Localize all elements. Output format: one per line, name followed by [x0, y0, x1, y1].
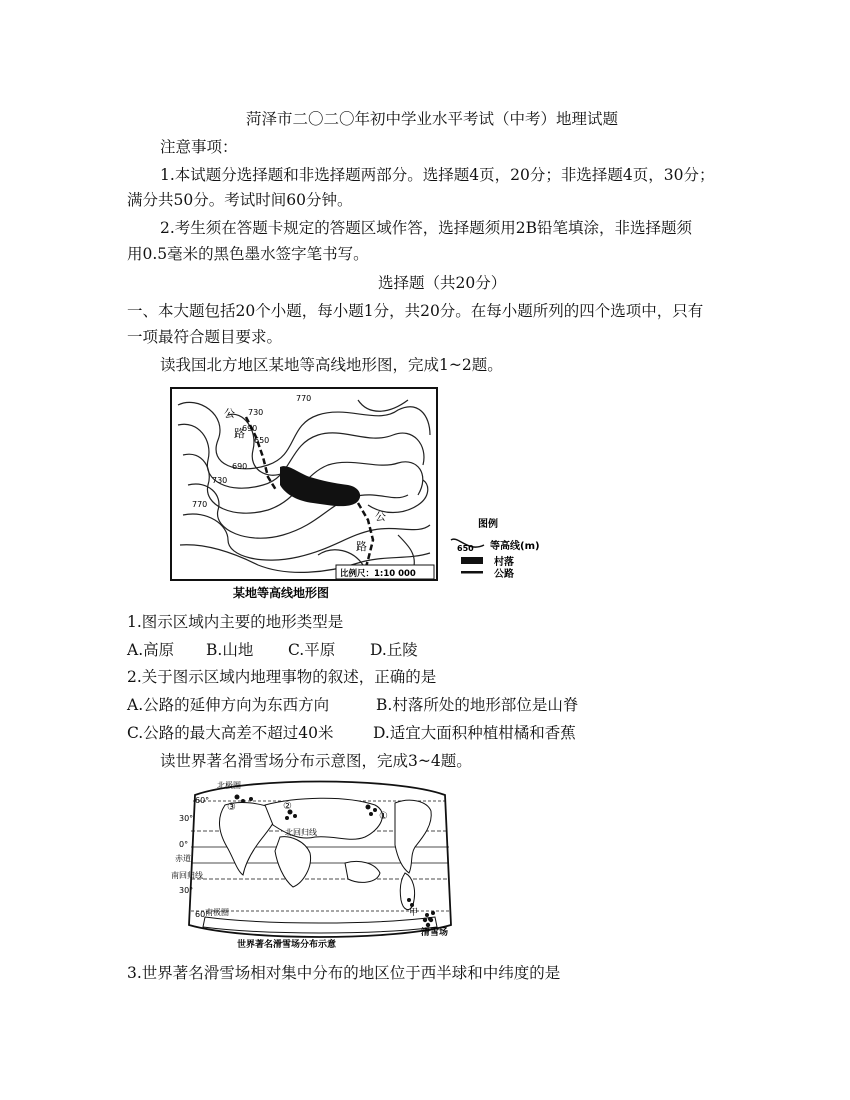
lat-label-antarctic: 南极圈 — [205, 908, 229, 917]
world-map-svg — [165, 775, 475, 950]
contour-label-690-top: 690 — [242, 424, 258, 433]
road-label-char-4: 路 — [356, 540, 367, 553]
note-1-line-2: 满分共50分。考试时间60分钟。 — [127, 191, 353, 209]
lat-label-tropic-capricorn: 南回归线 — [171, 871, 203, 880]
contour-map-intro: 读我国北方地区某地等高线地形图，完成1~2题。 — [160, 356, 503, 374]
question-1-option-c: C.平原 — [288, 641, 336, 659]
degree-label-60s: 60° — [195, 910, 210, 919]
question-1-option-a: A.高原 — [127, 641, 175, 659]
road-label-char-1: 公 — [224, 407, 235, 420]
road-label-char-2: 路 — [234, 427, 245, 440]
notice-heading: 注意事项： — [160, 138, 238, 156]
page-title: 菏泽市二〇二〇年初中学业水平考试（中考）地理试题 — [246, 110, 619, 128]
contour-map-svg — [168, 385, 568, 605]
question-2-stem: 2.关于图示区域内地理事物的叙述，正确的是 — [127, 668, 437, 686]
note-1-line-1: 1.本试题分选择题和非选择题两部分。选择题4页，20分；非选择题4页，30分； — [160, 166, 715, 184]
lat-label-tropic-cancer: 北回归线 — [285, 828, 317, 837]
question-1-stem: 1.图示区域内主要的地形类型是 — [127, 613, 344, 631]
contour-label-770-left: 770 — [192, 500, 208, 509]
degree-label-0: 0° — [179, 840, 189, 849]
ski-resort-legend-text: 滑雪场 — [421, 928, 449, 938]
marker-2: ② — [283, 801, 292, 812]
degree-label-60n: 60° — [195, 796, 210, 805]
section-instruction-1: 一、本大题包括20个小题，每小题1分，共20分。在每小题所列的四个选项中，只有 — [127, 302, 704, 320]
question-2-option-a: A.公路的延伸方向为东西方向 — [127, 696, 330, 714]
contour-map-caption: 某地等高线地形图 — [233, 586, 330, 600]
question-2-option-c: C.公路的最大高差不超过40米 — [127, 724, 334, 742]
marker-1: ① — [379, 811, 388, 822]
legend-road-text: 公路 — [494, 569, 514, 580]
degree-label-30n: 30° — [179, 814, 194, 823]
marker-3: ③ — [227, 802, 236, 813]
section-title: 选择题（共20分） — [378, 274, 507, 292]
question-3-stem: 3.世界著名滑雪场相对集中分布的地区位于西半球和中纬度的是 — [127, 964, 561, 982]
note-2-line-1: 2.考生须在答题卡规定的答题区域作答，选择题须用2B铅笔填涂，非选择题须 — [160, 219, 693, 237]
question-2-option-d: D.适宜大面积种植柑橘和香蕉 — [373, 724, 576, 742]
contour-label-690-left: 690 — [232, 462, 248, 471]
lat-label-arctic: 北极圈 — [217, 781, 241, 790]
legend-road-icon — [461, 571, 483, 574]
contour-label-650: 650 — [254, 436, 270, 445]
legend-contour-value: 650 — [457, 544, 474, 553]
question-1-option-b: B.山地 — [206, 641, 254, 659]
world-map-intro: 读世界著名滑雪场分布示意图，完成3~4题。 — [160, 752, 472, 770]
note-2-line-2: 用0.5毫米的黑色墨水签字笔书写。 — [127, 245, 369, 263]
contour-label-730-left: 730 — [212, 476, 228, 485]
question-2-option-b: B.村落所处的地形部位是山脊 — [376, 696, 579, 714]
marker-jia: 甲 — [409, 908, 419, 918]
degree-label-30s: 30° — [179, 886, 194, 895]
legend-title: 图例 — [478, 519, 498, 530]
world-map-figure — [165, 775, 475, 950]
question-1-option-d: D.丘陵 — [370, 641, 418, 659]
lat-label-equator: 赤道 — [175, 854, 191, 863]
contour-label-730-top: 730 — [248, 408, 264, 417]
legend-village-icon — [461, 557, 483, 564]
world-map-caption: 世界著名滑雪场分布示意 — [237, 940, 337, 950]
contour-label-770-top: 770 — [296, 394, 312, 403]
section-instruction-2: 一项最符合题目要求。 — [127, 328, 283, 346]
map-scale: 比例尺：1:10 000 — [340, 569, 416, 579]
road-label-char-3: 公 — [375, 510, 386, 523]
contour-map-figure — [168, 385, 568, 605]
legend-village-text: 村落 — [494, 557, 514, 568]
legend-contour-text: 等高线(m) — [490, 541, 540, 552]
